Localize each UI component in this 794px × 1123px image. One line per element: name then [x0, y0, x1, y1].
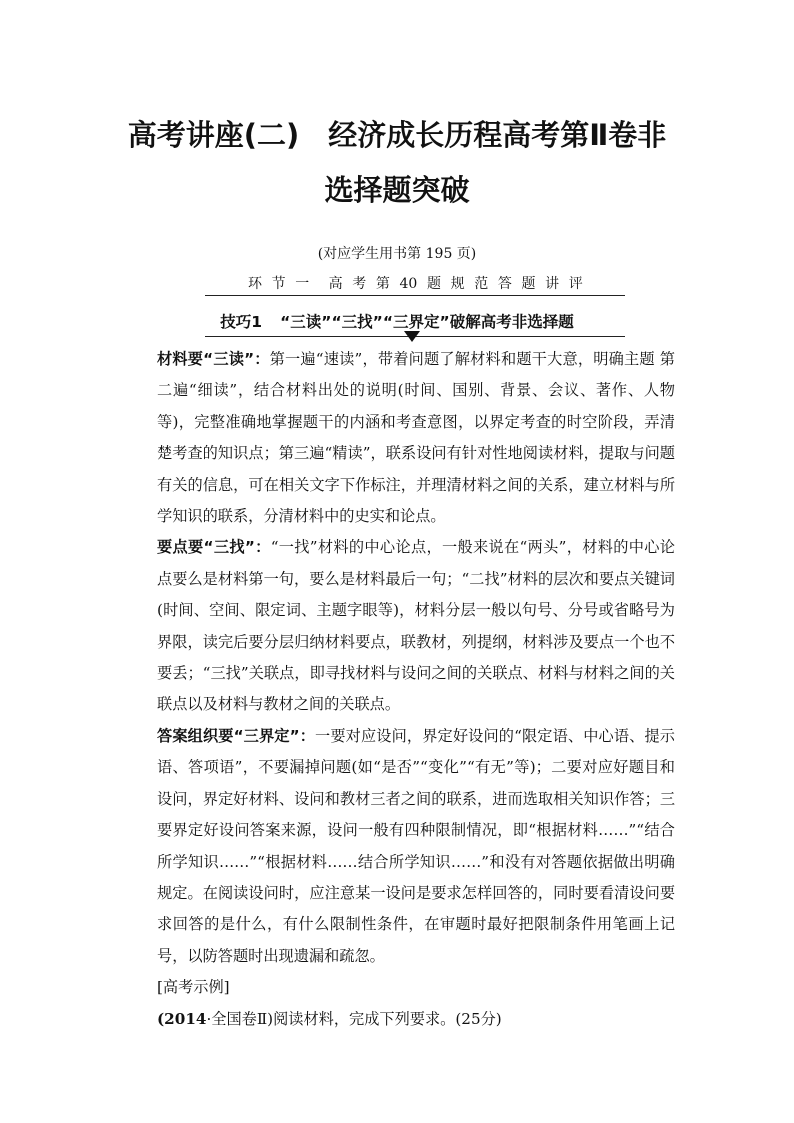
body-text [157, 344, 675, 1035]
section-title-char: 节 [271, 276, 286, 292]
section-title-char: 40 [399, 276, 418, 292]
example-text: ·全国卷Ⅱ)阅读材料，完成下列要求。(25分) [206, 1009, 502, 1028]
section-title-char: 高 [328, 276, 343, 292]
section-divider [205, 295, 625, 296]
tip-text: “三读”“三找”“三界定”破解高考非选择题 [280, 313, 574, 331]
section-title-char: 范 [474, 276, 489, 292]
section-title-char: 考 [352, 276, 367, 292]
down-arrow-icon [404, 331, 420, 342]
paragraph-lead: 要点要“三找”： [157, 538, 271, 557]
paragraph-define [157, 721, 675, 972]
section-title-char: 题 [426, 276, 441, 292]
section-title-char: 题 [521, 276, 536, 292]
paragraph-text: 一要对应设问，界定好设问的“限定语、中心语、提示语、答项语”，不要漏掉问题(如“是否”“变化”“有无”等)；二要对应好题目和设问，界定好材料、设问和教材三者之间的联系，进而选取相关知识作答；三要界定好设问答案来源，设问一般有四种限制情况，即“根据材料……”“结合所学知识……”“根据材料……结合所学知识……”和没有对答题依据做出明确规定。在阅读设问时，应注意某一设问是要求怎样回答的，同时要看清设问要求回答的是什么，有什么限制性条件，在审题时最好把限制条件用笔画上记号，以防答题时出现遗漏和疏忽。 [157, 726, 675, 965]
source-note: (对应学生用书第 195 页) [317, 246, 477, 262]
example-line [157, 1004, 675, 1035]
section-title-char: 评 [568, 276, 583, 292]
paragraph-lead: 答案组织要“三界定”： [157, 726, 316, 745]
tip-number: 技巧1 [220, 313, 263, 331]
paragraph-lead: 材料要“三读”： [157, 350, 270, 368]
paragraph-find [157, 532, 675, 720]
title-line-1: 高考讲座(二) 经济成长历程高考第Ⅱ卷非 [127, 118, 667, 152]
section-title-char: 答 [497, 276, 512, 292]
paragraph-text: “一找”材料的中心论点，一般来说在“两头”，材料的中心论点要么是材料第一句，要么是材料最后一句；“二找”材料的层次和要点关键词(时间、空间、限定词、主题字眼等)，材料分层一般以句号、分号或省略号为界限，读完后要分层归纳材料要点，联教材，列提纲，材料涉及要点一个也不要丢；“三找”关联点，即寻找材料与设问之间的关联点、材料与材料之间的关联点以及材料与教材之间的关联点。 [157, 538, 675, 714]
paragraph-read [157, 344, 675, 532]
example-header: [高考示例] [157, 978, 230, 997]
example-year: (2014 [157, 1009, 207, 1028]
section-title-char: 一 [295, 276, 310, 292]
title-line-2: 选择题突破 [324, 173, 470, 207]
section-title-char: 规 [450, 276, 465, 292]
paragraph-text: 第一遍“速读”，带着问题了解材料和题干大意，明确主题 第二遍“细读”，结合材料出处的说明(时间、国别、背景、会议、著作、人物等)，完整准确地掌握题干的内涵和考查意图，以界定考查的时空阶段，弄清楚考查的知识点；第三遍“精读”，联系设问有针对性地阅读材料，提取与问题有关的信息，可在相关文字下作标注，并理清材料之间的关系，建立材料与所学知识的联系，分清材料中的史实和论点。 [157, 350, 675, 526]
section-title-char: 讲 [545, 276, 560, 292]
section-title [248, 273, 583, 295]
tip-heading [0, 309, 794, 335]
section-title-char: 环 [248, 276, 262, 292]
section-title-char: 第 [375, 276, 390, 292]
